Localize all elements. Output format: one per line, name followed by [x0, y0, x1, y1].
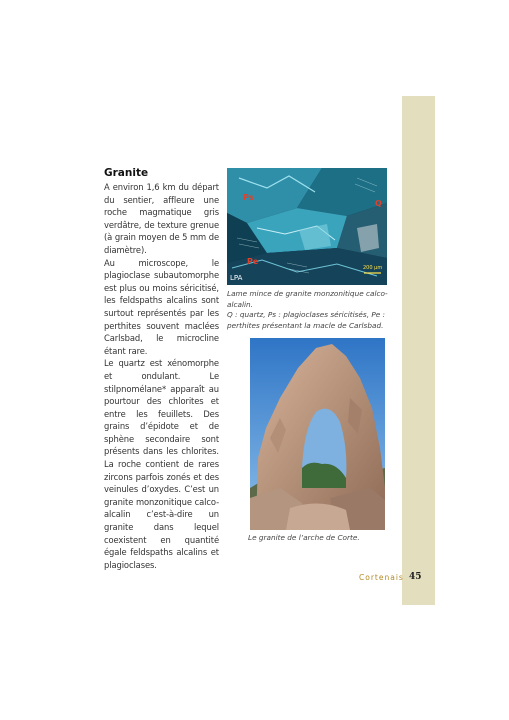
paragraph: Le quartz est xénomorphe et ondulant. Le stilpnomélane* apparaît au pourtour des chlorites et entre les feuillets. Des grains d’épidote et de sphène secondaire sont présents dans les chlorites. La roche contient de rares zircons parfois zonés et des veinules d’oxydes. C’est un granite monzonitique calco-alcalin c’est-à-dire un granite dans lequel coexistent en quantité égale feldspaths alcalins et plagioclases.	[104, 358, 219, 570]
body-text	[104, 181, 219, 571]
figure1-caption	[227, 289, 392, 331]
label-pe: Pe	[247, 257, 259, 266]
thin-section-micrograph	[227, 168, 387, 285]
label-q: Q	[375, 199, 382, 208]
figure1-caption-line2: Q : quartz, Ps : plagioclases séricitisés, Pe : perthites présentant la macle de Carlsbad.	[227, 310, 386, 330]
side-color-band	[402, 96, 435, 605]
figure1-caption-line1: Lame mince de granite monzonitique calco-alcalin.	[227, 289, 388, 309]
page-number: 45	[409, 572, 422, 582]
label-ps: Ps	[243, 193, 254, 202]
paragraph: A environ 1,6 km du départ du sentier, affleure une roche magmatique gris verdâtre, de texture grenue (à grain moyen de 5 mm de diamètre).	[104, 182, 219, 255]
label-scale: 200 µm	[363, 265, 383, 271]
paragraph: Au microscope, le plagioclase subautomorphe est plus ou moins séricitisé, les feldspaths alcalins sont surtout représentés par les perthites souvent maclées Carlsbad, le microcline étant rare.	[104, 257, 219, 356]
figure2-caption: Le granite de l’arche de Corte.	[248, 533, 360, 542]
label-lpa: LPA	[230, 274, 243, 282]
section-heading: Granite	[104, 167, 149, 179]
chapter-name: Cortenais	[359, 573, 404, 582]
granite-arch-photo	[250, 338, 385, 530]
